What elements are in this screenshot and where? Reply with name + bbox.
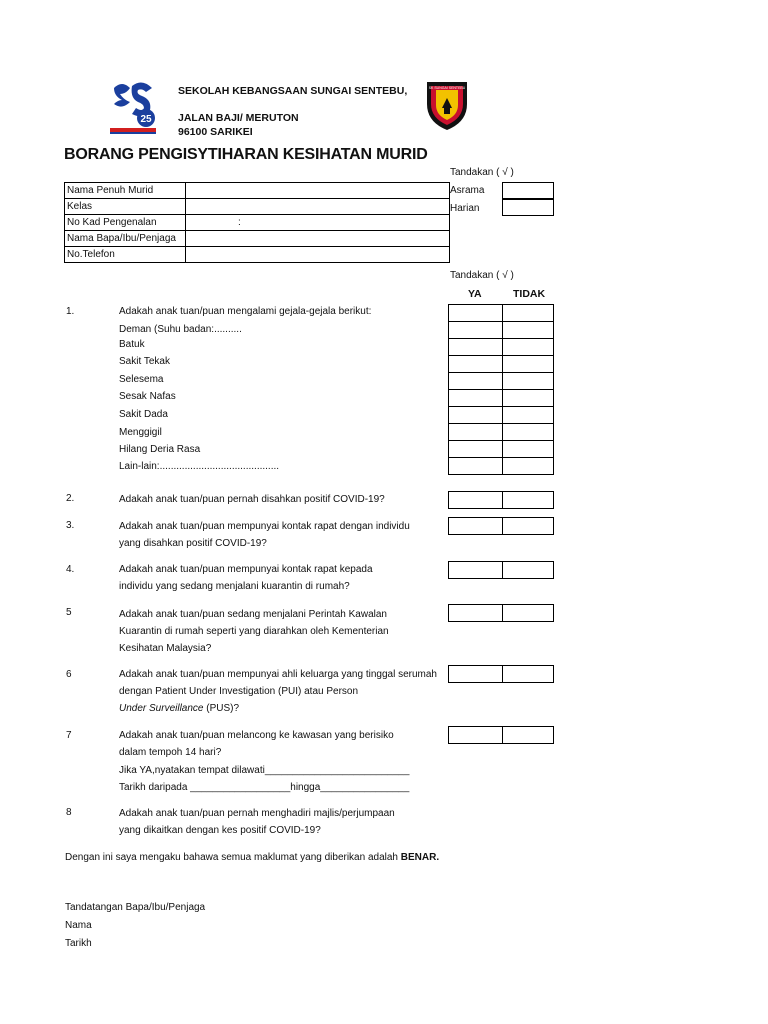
table-row	[65, 199, 450, 215]
question-number: 4.	[66, 564, 75, 575]
field-label: Nama Bapa/Ibu/Penjaga	[65, 231, 186, 247]
table-row	[65, 247, 450, 263]
place-visited-field[interactable]: Jika YA,nyatakan tempat dilawati__________________________	[119, 765, 410, 776]
tidak-checkbox[interactable]	[502, 304, 554, 322]
date-range-field[interactable]: Tarikh daripada __________________hingga________________	[119, 782, 410, 793]
ya-checkbox[interactable]	[448, 355, 503, 373]
tandakan-label-2: Tandakan ( √ )	[450, 270, 514, 281]
class-field[interactable]	[186, 199, 450, 215]
student-info-table	[64, 182, 450, 263]
tidak-checkbox[interactable]	[502, 372, 554, 390]
ya-checkbox[interactable]	[448, 440, 503, 458]
question-7-text: Adakah anak tuan/puan melancong ke kawasan yang berisiko	[119, 730, 394, 741]
tidak-checkbox[interactable]	[502, 355, 554, 373]
question-3-text: Adakah anak tuan/puan mempunyai kontak rapat dengan individu	[119, 521, 410, 532]
ic-number-field[interactable]	[186, 215, 450, 231]
ministry-logo	[108, 80, 158, 136]
ya-checkbox[interactable]	[448, 372, 503, 390]
tidak-checkbox[interactable]	[502, 604, 554, 622]
declaration-body: Dengan ini saya mengaku bahawa semua maklumat yang diberikan adalah	[65, 852, 401, 863]
tidak-checkbox[interactable]	[502, 561, 554, 579]
tandakan-label: Tandakan ( √ )	[450, 167, 514, 178]
italic-term: Under Surveillance	[119, 703, 204, 714]
field-label: No.Telefon	[65, 247, 186, 263]
ya-checkbox[interactable]	[448, 423, 503, 441]
symptom-label: Sesak Nafas	[119, 391, 176, 402]
tidak-checkbox[interactable]	[502, 517, 554, 535]
question-5-text: Kesihatan Malaysia?	[119, 643, 212, 654]
ya-checkbox[interactable]	[448, 517, 503, 535]
tidak-column-header: TIDAK	[513, 288, 546, 300]
asrama-label: Asrama	[450, 185, 485, 196]
tidak-checkbox[interactable]	[502, 338, 554, 356]
symptom-label: Selesema	[119, 374, 164, 385]
symptom-label: Deman (Suhu badan:..........	[119, 324, 242, 335]
ya-checkbox[interactable]	[448, 726, 503, 744]
field-label: Kelas	[65, 199, 186, 215]
logo-number: 25	[140, 114, 152, 125]
question-8-text: Adakah anak tuan/puan pernah menghadiri majlis/perjumpaan	[119, 808, 395, 819]
field-label: No Kad Pengenalan	[65, 215, 186, 231]
asrama-checkbox[interactable]	[502, 182, 554, 199]
question-2-text: Adakah anak tuan/puan pernah disahkan positif COVID-19?	[119, 494, 385, 505]
student-name-field[interactable]	[186, 183, 450, 199]
tidak-checkbox[interactable]	[502, 389, 554, 407]
question-number: 2.	[66, 493, 75, 504]
ya-checkbox[interactable]	[448, 338, 503, 356]
symptom-label: Sakit Dada	[119, 409, 168, 420]
question-number: 5	[66, 607, 72, 618]
harian-checkbox[interactable]	[502, 199, 554, 216]
tidak-checkbox[interactable]	[502, 406, 554, 424]
question-5-text: Kuarantin di rumah seperti yang diarahkan oleh Kementerian	[119, 626, 389, 637]
ya-checkbox[interactable]	[448, 604, 503, 622]
field-label: Nama Penuh Murid	[65, 183, 186, 199]
tidak-checkbox[interactable]	[502, 321, 554, 339]
question-3-text: yang disahkan positif COVID-19?	[119, 538, 267, 549]
ya-checkbox[interactable]	[448, 321, 503, 339]
question-1-text: Adakah anak tuan/puan mengalami gejala-gejala berikut:	[119, 306, 372, 317]
ya-checkbox[interactable]	[448, 304, 503, 322]
tidak-checkbox[interactable]	[502, 440, 554, 458]
question-4-text: Adakah anak tuan/puan mempunyai kontak rapat kepada	[119, 564, 373, 575]
question-6-text: dengan Patient Under Investigation (PUI) atau Person	[119, 686, 359, 697]
tidak-checkbox[interactable]	[502, 726, 554, 744]
declaration-text	[65, 852, 439, 863]
symptom-label: Lain-lain:...........................................	[119, 461, 280, 472]
question-7-text: dalam tempoh 14 hari?	[119, 747, 222, 758]
ya-checkbox[interactable]	[448, 457, 503, 475]
question-number: 8	[66, 807, 72, 818]
signature-label: Tandatangan Bapa/Ibu/Penjaga	[65, 902, 206, 913]
crest-text: SK SUNGAI SENTEBU	[428, 86, 466, 90]
date-label: Tarikh	[65, 938, 92, 949]
school-address: JALAN BAJI/ MERUTON	[178, 112, 299, 124]
question-number: 1.	[66, 306, 75, 317]
question-number: 6	[66, 669, 72, 680]
name-label: Nama	[65, 920, 92, 931]
symptom-label: Hilang Deria Rasa	[119, 444, 201, 455]
table-row	[65, 215, 450, 231]
form-title: BORANG PENGISYTIHARAN KESIHATAN MURID	[64, 146, 428, 163]
table-row	[65, 183, 450, 199]
field-colon: :	[238, 217, 241, 228]
tidak-checkbox[interactable]	[502, 423, 554, 441]
ya-column-header: YA	[468, 288, 482, 300]
ya-checkbox[interactable]	[448, 665, 503, 683]
question-number: 3.	[66, 520, 75, 531]
question-4-text: individu yang sedang menjalani kuarantin di rumah?	[119, 581, 350, 592]
tidak-checkbox[interactable]	[502, 665, 554, 683]
ya-checkbox[interactable]	[448, 389, 503, 407]
harian-label: Harian	[450, 203, 480, 214]
ya-checkbox[interactable]	[448, 406, 503, 424]
ya-checkbox[interactable]	[448, 561, 503, 579]
question-6-text	[119, 703, 239, 714]
phone-field[interactable]	[186, 247, 450, 263]
school-postcode: 96100 SARIKEI	[178, 126, 253, 138]
parent-name-field[interactable]	[186, 231, 450, 247]
question-8-text: yang dikaitkan dengan kes positif COVID-19?	[119, 825, 321, 836]
question-6-text: Adakah anak tuan/puan mempunyai ahli keluarga yang tinggal serumah	[119, 669, 437, 680]
tidak-checkbox[interactable]	[502, 457, 554, 475]
ya-checkbox[interactable]	[448, 491, 503, 509]
tidak-checkbox[interactable]	[502, 491, 554, 509]
declaration-emphasis: BENAR.	[400, 852, 440, 863]
symptom-label: Sakit Tekak	[119, 356, 170, 367]
question-number: 7	[66, 730, 72, 741]
symptom-label: Menggigil	[119, 427, 162, 438]
school-crest	[422, 78, 472, 132]
school-name: SEKOLAH KEBANGSAAN SUNGAI SENTEBU,	[178, 85, 408, 97]
symptom-label: Batuk	[119, 339, 145, 350]
table-row	[65, 231, 450, 247]
question-6-suffix: (PUS)?	[203, 703, 240, 714]
question-5-text: Adakah anak tuan/puan sedang menjalani Perintah Kawalan	[119, 609, 387, 620]
